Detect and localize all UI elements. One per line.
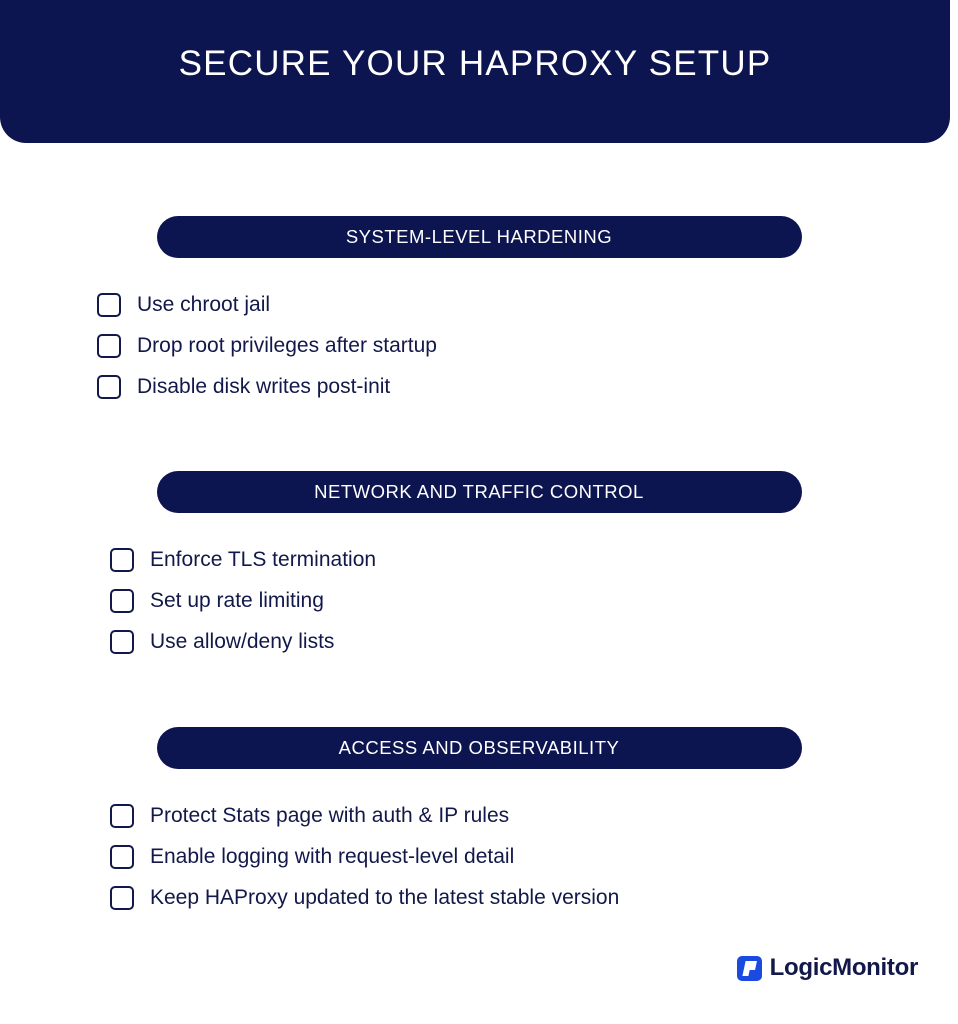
list-item-label: Set up rate limiting xyxy=(150,588,324,612)
section-item-list xyxy=(0,539,958,662)
checkbox[interactable] xyxy=(110,630,134,654)
section-header-pill xyxy=(157,727,802,769)
list-item[interactable] xyxy=(0,366,958,407)
checkbox[interactable] xyxy=(110,845,134,869)
list-item-label: Use allow/deny lists xyxy=(150,629,335,653)
list-item-label: Use chroot jail xyxy=(137,292,271,316)
checkbox[interactable] xyxy=(97,293,121,317)
logo-wordmark: LogicMonitor xyxy=(769,954,918,981)
list-item-label: Disable disk writes post-init xyxy=(137,374,391,398)
section-header-pill xyxy=(157,471,802,513)
section-item-list xyxy=(0,795,958,918)
list-item[interactable] xyxy=(0,621,958,662)
page-title: SECURE YOUR HAPROXY SETUP xyxy=(178,44,772,83)
list-item-label: Keep HAProxy updated to the latest stable version xyxy=(150,885,620,909)
section-system-level-hardening xyxy=(0,216,958,407)
section-title: SYSTEM-LEVEL HARDENING xyxy=(345,226,613,247)
list-item[interactable] xyxy=(0,877,958,918)
section-title: NETWORK AND TRAFFIC CONTROL xyxy=(314,481,644,502)
list-item-label: Enable logging with request-level detail xyxy=(150,844,515,868)
checkbox[interactable] xyxy=(110,548,134,572)
list-item-label: Enforce TLS termination xyxy=(150,547,377,571)
logicmonitor-mark-icon xyxy=(737,956,762,981)
list-item-label: Protect Stats page with auth & IP rules xyxy=(150,803,510,827)
list-item[interactable] xyxy=(0,539,958,580)
list-item[interactable] xyxy=(0,836,958,877)
checkbox[interactable] xyxy=(110,886,134,910)
section-header-pill xyxy=(157,216,802,258)
section-network-and-traffic-control xyxy=(0,471,958,662)
list-item[interactable] xyxy=(0,284,958,325)
list-item[interactable] xyxy=(0,795,958,836)
checkbox[interactable] xyxy=(97,334,121,358)
checkbox[interactable] xyxy=(110,804,134,828)
list-item[interactable] xyxy=(0,580,958,621)
section-access-and-observability xyxy=(0,727,958,918)
section-title: ACCESS AND OBSERVABILITY xyxy=(338,737,620,758)
checkbox[interactable] xyxy=(110,589,134,613)
footer-logo xyxy=(737,954,918,982)
list-item-label: Drop root privileges after startup xyxy=(137,333,437,357)
checkbox[interactable] xyxy=(97,375,121,399)
header-banner xyxy=(0,0,950,143)
section-item-list xyxy=(0,284,958,407)
list-item[interactable] xyxy=(0,325,958,366)
